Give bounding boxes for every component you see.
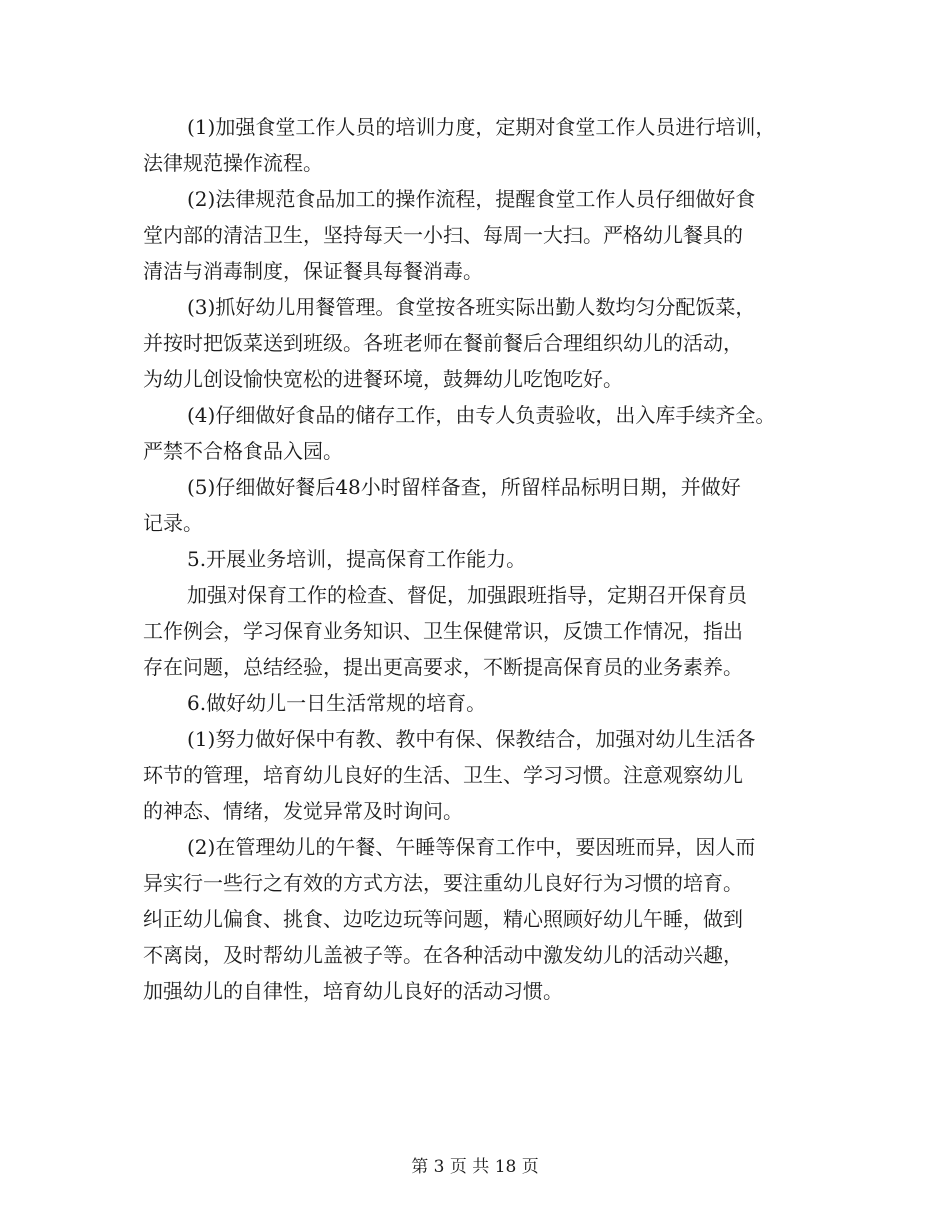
paragraph-line: (1)加强食堂工作人员的培训力度，定期对食堂工作人员进行培训， xyxy=(187,115,776,139)
paragraph-line: 加强幼儿的自律性，培育幼儿良好的活动习惯。 xyxy=(143,979,563,1003)
document-body xyxy=(143,109,823,1009)
paragraph-line: (2)法律规范食品加工的操作流程，提醒食堂工作人员仔细做好食 xyxy=(187,187,756,211)
paragraph-line: 纠正幼儿偏食、挑食、边吃边玩等问题，精心照顾好幼儿午睡，做到 xyxy=(143,907,743,931)
paragraph-line: 严禁不合格食品入园。 xyxy=(143,439,343,463)
paragraph-line: (2)在管理幼儿的午餐、午睡等保育工作中，要因班而异，因人而 xyxy=(187,835,756,859)
paragraph-line: 清洁与消毒制度，保证餐具每餐消毒。 xyxy=(143,259,483,283)
section-heading: 5.开展业务培训，提高保育工作能力。 xyxy=(187,547,527,571)
paragraph-line: (3)抓好幼儿用餐管理。食堂按各班实际出勤人数均匀分配饭菜， xyxy=(187,295,756,319)
section-heading: 6.做好幼儿一日生活常规的培育。 xyxy=(187,691,487,715)
paragraph-line: 加强对保育工作的检查、督促，加强跟班指导，定期召开保育员 xyxy=(187,583,747,607)
paragraph-line: 堂内部的清洁卫生，坚持每天一小扫、每周一大扫。严格幼儿餐具的 xyxy=(143,223,743,247)
paragraph-line: 不离岗，及时帮幼儿盖被子等。在各种活动中激发幼儿的活动兴趣， xyxy=(143,943,743,967)
paragraph-line: (5)仔细做好餐后48小时留样备查，所留样品标明日期，并做好 xyxy=(187,475,741,499)
paragraph-line: (1)努力做好保中有教、教中有保、保教结合，加强对幼儿生活各 xyxy=(187,727,756,751)
paragraph-line: 存在问题，总结经验，提出更高要求，不断提高保育员的业务素养。 xyxy=(143,655,743,679)
page-number-footer: 第 3 页 共 18 页 xyxy=(411,1157,539,1177)
paragraph-line: 记录。 xyxy=(143,511,203,535)
paragraph-line: (4)仔细做好食品的储存工作，由专人负责验收，出入库手续齐全。 xyxy=(187,403,776,427)
paragraph-line: 的神态、情绪，发觉异常及时询问。 xyxy=(143,799,463,823)
paragraph-line: 并按时把饭菜送到班级。各班老师在餐前餐后合理组织幼儿的活动， xyxy=(143,331,743,355)
paragraph-line: 环节的管理，培育幼儿良好的生活、卫生、学习习惯。注意观察幼儿 xyxy=(143,763,743,787)
paragraph-line: 异实行一些行之有效的方式方法，要注重幼儿良好行为习惯的培育。 xyxy=(143,871,743,895)
paragraph-line: 法律规范操作流程。 xyxy=(143,151,323,175)
paragraph-line: 工作例会，学习保育业务知识、卫生保健常识，反馈工作情况，指出 xyxy=(143,619,743,643)
paragraph-line: 为幼儿创设愉快宽松的进餐环境，鼓舞幼儿吃饱吃好。 xyxy=(143,367,623,391)
